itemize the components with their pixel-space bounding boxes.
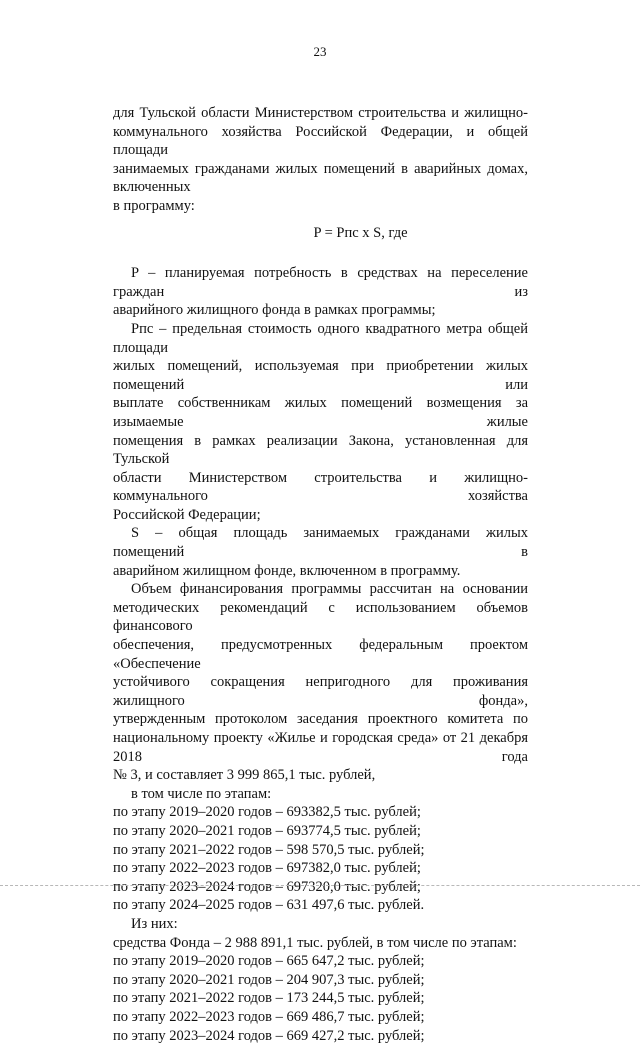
text-line: Объем финансирования программы рассчитан на основании [113, 580, 528, 599]
list-item: по этапу 2021–2022 годов – 598 570,5 тыс. рублей; [113, 841, 528, 860]
list-item: по этапу 2019–2020 годов – 665 647,2 тыс. рублей; [113, 952, 528, 971]
text-line: помещения в рамках реализации Закона, установленная для Тульской [113, 432, 528, 469]
page-number: 23 [0, 44, 640, 60]
text-line: аварийного жилищного фонда в рамках программы; [113, 301, 528, 320]
text-line: жилых помещений, используемая при приобретении жилых помещений или [113, 357, 528, 394]
text-line: утвержденным протоколом заседания проектного комитета по [113, 710, 528, 729]
list-item: по этапу 2019–2020 годов – 693382,5 тыс. рублей; [113, 803, 528, 822]
list-item: по этапу 2020–2021 годов – 204 907,3 тыс. рублей; [113, 971, 528, 990]
text-line: Российской Федерации; [113, 506, 528, 525]
document-body [113, 104, 528, 1045]
list-item: по этапу 2020–2021 годов – 693774,5 тыс. рублей; [113, 822, 528, 841]
scan-footer-rule [0, 885, 640, 887]
text-line: занимаемых гражданами жилых помещений в аварийных домах, включенных [113, 160, 528, 197]
list-item: по этапу 2023–2024 годов – 669 427,2 тыс. рублей; [113, 1027, 528, 1045]
text-line: коммунального хозяйства Российской Федерации, и общей площади [113, 123, 528, 160]
text-line: в программу: [113, 197, 528, 216]
list-item: по этапу 2024–2025 годов – 631 497,6 тыс. рублей. [113, 896, 528, 915]
fund-header: средства Фонда – 2 988 891,1 тыс. рублей, в том числе по этапам: [113, 934, 528, 953]
of-them-label: Из них: [113, 915, 528, 934]
list-item: по этапу 2023–2024 годов – 697320,0 тыс. рублей; [113, 878, 528, 897]
text-line: обеспечения, предусмотренных федеральным проектом «Обеспечение [113, 636, 528, 673]
text-line: для Тульской области Министерством строительства и жилищно- [113, 104, 528, 123]
text-line: Рпс – предельная стоимость одного квадратного метра общей площади [113, 320, 528, 357]
stages-header: в том числе по этапам: [113, 785, 528, 804]
formula: P = Pпс x S, где [113, 224, 528, 243]
text-line: выплате собственникам жилых помещений возмещения за изымаемые жилые [113, 394, 528, 431]
text-line: S – общая площадь занимаемых гражданами жилых помещений в [113, 524, 528, 561]
stage-list-total [113, 803, 528, 915]
text-line: национальному проекту «Жилье и городская среда» от 21 декабря 2018 года [113, 729, 528, 766]
text-line: P – планируемая потребность в средствах на переселение граждан из [113, 264, 528, 301]
list-item: по этапу 2021–2022 годов – 173 244,5 тыс. рублей; [113, 989, 528, 1008]
text-line: области Министерством строительства и жилищно-коммунального хозяйства [113, 469, 528, 506]
text-line: устойчивого сокращения непригодного для проживания жилищного фонда», [113, 673, 528, 710]
text-line: аварийном жилищном фонде, включенном в программу. [113, 562, 528, 581]
list-item: по этапу 2022–2023 годов – 669 486,7 тыс. рублей; [113, 1008, 528, 1027]
text-line: № 3, и составляет 3 999 865,1 тыс. рублей, [113, 766, 528, 785]
text-line: методических рекомендаций с использованием объемов финансового [113, 599, 528, 636]
list-item: по этапу 2022–2023 годов – 697382,0 тыс. рублей; [113, 859, 528, 878]
stage-list-fund [113, 952, 528, 1045]
